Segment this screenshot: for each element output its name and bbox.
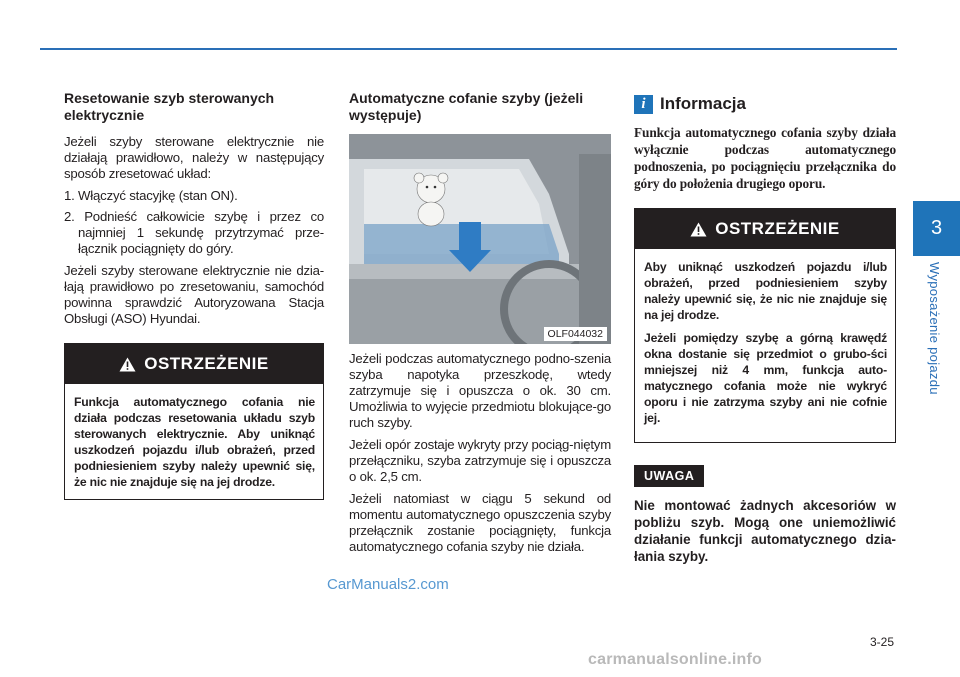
chapter-label: Wyposażenie pojazdu <box>927 262 942 395</box>
watermark-text: carmanualsonline.info <box>588 651 763 668</box>
watermark-link[interactable]: CarManuals2.com <box>327 576 449 593</box>
header-rule <box>40 48 897 50</box>
auto-reverse-paragraph: Jeżeli podczas automatycznego podno-szenia szyba napotyka przeszkodę, wtedy zatrzymuje się i opuszcza o ok. 30 cm. Umożliwia to wyjęcie przedmiotu blokujące-go ruch szyby. <box>349 351 611 430</box>
warning-heading: OSTRZEŻENIE <box>715 219 840 238</box>
info-title: Informacja <box>660 94 746 113</box>
warning-text: Funkcja automatycznego cofania nie działa podczas resetowania układu szyb sterowanych elektrycznie. Aby uniknąć uszkodzeń pojazdu i/lub obrażeń, przed podniesieniem szyby należy upewnić się, że nic nie znajduje się na jej drodze. <box>74 395 315 489</box>
chapter-tab <box>913 201 960 256</box>
section-title-reset: Resetowanie szyb sterowanych elektrycznie <box>64 90 275 123</box>
notice-badge: UWAGA <box>634 465 704 487</box>
info-icon: i <box>634 95 653 114</box>
warning-box-reset <box>64 343 324 500</box>
warning-paragraph: Jeżeli pomiędzy szybę a górną krawędź okna dostanie się przedmiot o grubo-ści mniejszej niż 4 mm, funkcja auto-matycznego cofania może nie wykryć oporu i nie zatrzyma szyby ani nie cofnie jej. <box>644 331 887 425</box>
chapter-number: 3 <box>930 217 943 239</box>
warning-body <box>635 249 895 442</box>
page-number: 3-25 <box>870 635 895 649</box>
auto-reverse-paragraph: Jeżeli natomiast w ciągu 5 sekund od momentu automatycznego opuszczenia szyby przełącznik zostanie pociągnięty, funkcja automatycznego cofania szyby nie działa. <box>349 491 611 554</box>
notice-text: Nie montować żadnych akcesoriów w pobliżu szyb. Mogą one uniemożliwić działanie funkcji automatycznego dzia-łania szyby. <box>634 498 896 564</box>
warning-box-obstacle <box>634 208 896 443</box>
figure-code: OLF044032 <box>544 327 607 341</box>
warning-triangle-icon <box>119 357 136 372</box>
right-column <box>634 94 896 565</box>
auto-reverse-paragraph: Jeżeli opór zostaje wykryty przy pociąg-niętym przełączniku, szyba zatrzymuje się i opuszcza o ok. 2,5 cm. <box>349 437 611 484</box>
window-illustration <box>349 134 611 344</box>
middle-column <box>349 90 611 561</box>
reset-step: 1. Włączyć stacyjkę (stan ON). <box>64 188 238 203</box>
warning-header <box>635 209 895 249</box>
left-column <box>64 90 324 500</box>
reset-steps <box>64 188 324 257</box>
reset-intro: Jeżeli szyby sterowane elektrycznie nie działają prawidłowo, należy w następujący sposób zresetować układ: <box>64 134 324 181</box>
warning-header <box>65 344 323 384</box>
info-header <box>634 94 896 114</box>
car-window-illustration <box>349 134 611 344</box>
reset-note: Jeżeli szyby sterowane elektrycznie nie dzia-łają prawidłowo po zresetowaniu, samochód powinna sprawdzić Autoryzowana Stacja Obsługi (ASO) Hyundai. <box>64 263 324 326</box>
section-title-auto-reverse: Automatyczne cofanie szyby (jeżeli występuje) <box>349 90 584 123</box>
warning-paragraph: Aby uniknąć uszkodzeń pojazdu i/lub obrażeń, przed podniesieniem szyby należy upewnić się, że nic nie znajduje się na jej drodze. <box>644 260 887 322</box>
warning-triangle-icon <box>690 222 707 237</box>
reset-step: 2. Podnieść całkowicie szybę i przez co najmniej 1 sekundę przytrzymać prze-łącznik pociągnięty do góry. <box>64 209 324 256</box>
info-text: Funkcja automatycznego cofania szyby działa wyłącznie podczas automatycznego podnoszenia, po pociągnięciu przełącznika do góry do położenia drugiego oporu. <box>634 125 896 191</box>
warning-heading: OSTRZEŻENIE <box>144 354 269 373</box>
